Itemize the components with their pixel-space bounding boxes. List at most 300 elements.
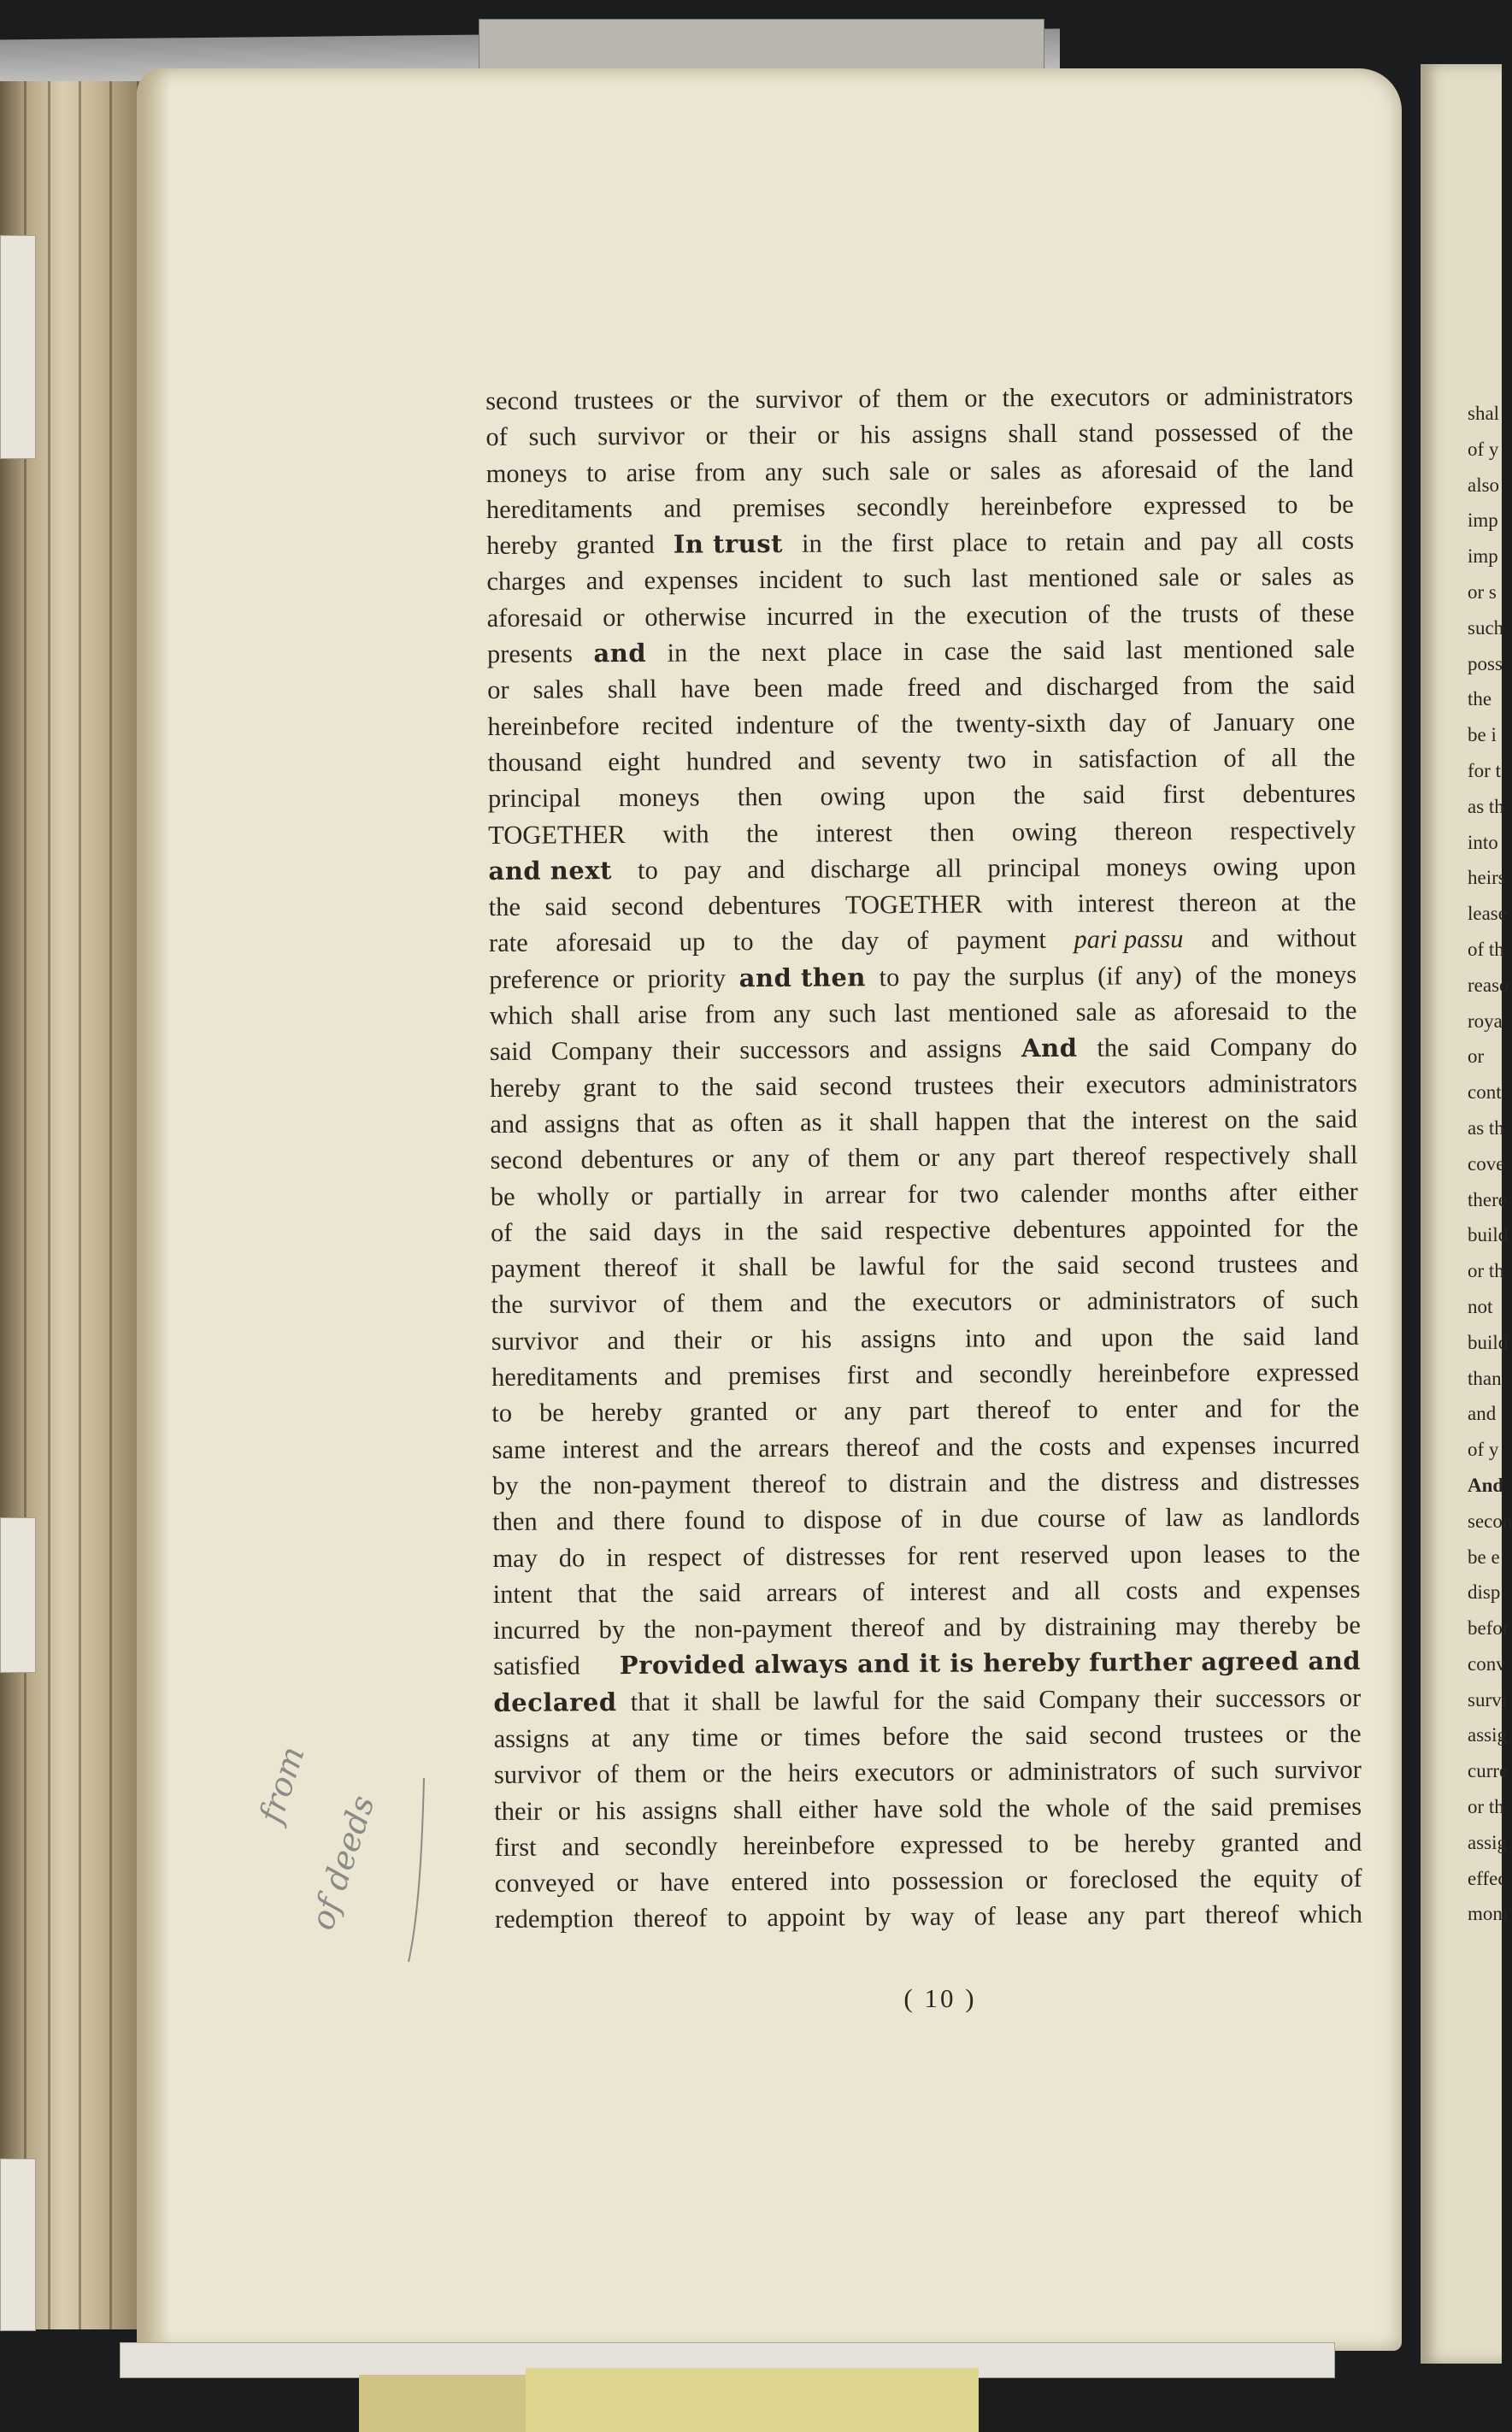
word: any (764, 456, 803, 486)
word: owing (1011, 816, 1078, 846)
facing-page-fragment: the (1468, 688, 1492, 710)
word: for (1269, 1393, 1301, 1423)
word: aforesaid (486, 603, 583, 633)
text-line (493, 1643, 1361, 1684)
word: survivor (1274, 1755, 1362, 1785)
word: the (997, 1793, 1031, 1823)
yellow-paper-slip (526, 2368, 979, 2432)
word: in (941, 1504, 962, 1534)
word: and (1324, 1827, 1362, 1857)
word: granted (1220, 1828, 1299, 1858)
word: all (1074, 1575, 1101, 1605)
word: seventy (861, 745, 942, 775)
text-line (491, 1317, 1359, 1358)
word: to (658, 1072, 680, 1102)
text-line (492, 1499, 1360, 1540)
word: costs (1301, 525, 1355, 556)
word: from (704, 999, 756, 1029)
word: and (1204, 1393, 1243, 1424)
word: aforesaid (1174, 996, 1269, 1027)
word: be (1074, 1828, 1099, 1858)
paper-slip (359, 2375, 530, 2432)
word: any (751, 1144, 790, 1174)
word: and (663, 1361, 703, 1391)
word: recited (642, 710, 714, 740)
facing-page-fragment: disp (1468, 1581, 1501, 1604)
word: arrear (825, 1179, 886, 1210)
word: trustees (1217, 1249, 1298, 1279)
word: to (1286, 1538, 1308, 1568)
word: or (702, 1758, 725, 1788)
word: mentioned (1183, 634, 1294, 665)
word: trustees (914, 1070, 994, 1100)
word: distress (1101, 1466, 1180, 1497)
word: Company (1038, 1684, 1141, 1714)
facing-page-fragment: imp (1468, 545, 1498, 568)
word: the (1329, 1718, 1362, 1748)
word: case (944, 636, 990, 666)
facing-page-fragment: cont (1468, 1081, 1502, 1104)
text-line (491, 1390, 1359, 1431)
word: the (1256, 670, 1290, 700)
word: shall (570, 1000, 621, 1030)
word: them (847, 1143, 900, 1173)
word: days (653, 1216, 702, 1246)
facing-page-fragment: be i (1468, 724, 1497, 746)
word: otherwise (644, 601, 747, 632)
word: the (963, 962, 996, 992)
word: or (1025, 1865, 1048, 1895)
word: then (492, 1506, 538, 1537)
word: last (1126, 635, 1162, 665)
word: to (727, 1903, 748, 1933)
word: expressed (1256, 1357, 1360, 1387)
text-line (488, 775, 1356, 816)
word: or (603, 602, 625, 632)
word: granted (576, 529, 655, 560)
word: upon (923, 780, 976, 811)
word: respect (647, 1541, 722, 1572)
word: any (632, 1722, 670, 1752)
word: shall (607, 674, 657, 704)
word: as (1060, 455, 1082, 485)
word: of (1223, 743, 1245, 773)
word: moneys (1275, 959, 1357, 990)
word: any) (1135, 960, 1182, 991)
text-line (492, 1534, 1360, 1575)
word: thousand (487, 747, 582, 777)
blackletter-word: and then (738, 963, 867, 992)
word: interest (815, 817, 893, 848)
word: hereinbefore (1097, 1357, 1231, 1388)
word: their (1015, 1069, 1064, 1099)
word: them (710, 1288, 764, 1318)
word: of (742, 1541, 765, 1571)
word: after (1228, 1176, 1278, 1207)
word: costs (1126, 1575, 1179, 1605)
word: and (1034, 1322, 1073, 1352)
facing-page-fragment: or (1468, 1045, 1485, 1068)
word: it (838, 1107, 853, 1137)
word: shall (1308, 1140, 1358, 1170)
word: non-payment (694, 1613, 832, 1644)
word: costs (1038, 1431, 1091, 1461)
word: first (891, 527, 934, 558)
text-line (489, 884, 1356, 925)
word: that (1027, 1105, 1067, 1136)
word: moneys (618, 782, 700, 813)
word: to (1277, 490, 1298, 520)
word: respectively (1164, 1140, 1291, 1171)
word: that (630, 1687, 670, 1717)
word: which (489, 1000, 554, 1031)
facing-page-fragment: roya (1468, 1010, 1503, 1032)
word: said (1082, 780, 1126, 810)
word: or (794, 1396, 817, 1427)
word: or (705, 421, 728, 450)
text-line (486, 486, 1354, 527)
text-line (494, 1787, 1362, 1828)
word: the (781, 927, 814, 957)
word: course (1037, 1503, 1106, 1534)
word: twenty-sixth (956, 708, 1086, 739)
word: the (708, 638, 741, 668)
word: secondly (625, 1831, 718, 1861)
text-line (487, 667, 1355, 708)
word: the (1009, 636, 1043, 666)
word: grant (582, 1072, 637, 1102)
word: second (1122, 1250, 1195, 1280)
word: foreclosed (1068, 1864, 1178, 1895)
word: Company (550, 1036, 653, 1066)
text-line (494, 1716, 1362, 1757)
facing-page-fragment: such (1468, 616, 1504, 639)
word: of (1340, 1863, 1362, 1893)
word: interest (562, 1434, 639, 1464)
word: to (1028, 1828, 1050, 1859)
word: of (1278, 417, 1301, 447)
word: such (528, 421, 577, 451)
word: aforesaid (556, 927, 652, 957)
word: shall (738, 1251, 788, 1282)
word: or (1285, 1719, 1308, 1749)
facing-page-fragment: build (1468, 1224, 1509, 1246)
word: said (983, 1684, 1026, 1715)
word: one (1317, 706, 1356, 736)
word: and (789, 1287, 828, 1318)
word: the (1230, 960, 1262, 990)
word: pay (1200, 526, 1238, 556)
word: successors (739, 1034, 850, 1065)
word: said (589, 1216, 632, 1247)
word: hereditaments (491, 1361, 638, 1392)
facing-page-fragment: imp (1468, 509, 1498, 532)
word: his (801, 1324, 832, 1354)
word: and (663, 493, 702, 523)
word: of (862, 1576, 885, 1607)
word: be (1328, 489, 1354, 519)
word: and (747, 854, 785, 884)
word: to (637, 855, 658, 885)
word: these (1300, 598, 1355, 627)
word: the (1267, 1104, 1299, 1134)
word: non-payment (592, 1469, 731, 1500)
text-line (486, 450, 1354, 491)
word: possessed (1154, 417, 1258, 448)
word: and (1210, 924, 1250, 954)
word: for (1273, 1212, 1304, 1243)
word: hereinbefore (487, 710, 620, 741)
word: mentioned (948, 997, 1059, 1028)
word: as (799, 1107, 822, 1137)
word: may (492, 1543, 538, 1573)
word: in (873, 600, 894, 631)
word: of (906, 926, 929, 956)
facing-page-fragment: as th (1468, 1116, 1504, 1139)
word: hereby (591, 1398, 662, 1428)
word: secondly (856, 492, 950, 522)
word: moneys (1105, 851, 1187, 882)
word: redemption (494, 1904, 614, 1934)
word: into (964, 1323, 1006, 1353)
facing-page-fragment: secon (1468, 1510, 1512, 1532)
word: (if (1097, 961, 1123, 991)
word: have (680, 674, 731, 704)
pencil-annotation-icon (251, 1741, 443, 1966)
word: sales (532, 674, 584, 705)
word: arise (626, 457, 676, 487)
word: as (1133, 997, 1156, 1027)
word: Company (1209, 1032, 1312, 1063)
word: assigns (860, 1323, 937, 1354)
word: survivor (755, 384, 843, 415)
word: or (750, 1324, 773, 1354)
word: in (903, 636, 924, 667)
word: landlords (1262, 1501, 1361, 1532)
margin-note-line-2: of deeds (303, 1790, 382, 1934)
word: aforesaid (1101, 454, 1197, 485)
word: upon (1303, 851, 1356, 881)
word: be (538, 1398, 564, 1428)
word: debentures (580, 1144, 694, 1175)
word: said (544, 892, 587, 922)
word: the (1047, 1467, 1080, 1497)
word: administrators (1203, 380, 1354, 411)
word: and (915, 1359, 954, 1389)
word: happen (935, 1106, 1011, 1136)
word: in (606, 1542, 627, 1572)
text-line (485, 378, 1353, 419)
word: the (766, 1216, 798, 1245)
word: the (1182, 1322, 1215, 1351)
text-line (489, 920, 1356, 961)
facing-page-fragment: lease (1468, 903, 1507, 925)
text-line (487, 595, 1355, 636)
word: land (1314, 1321, 1359, 1351)
word: the (971, 1721, 1003, 1751)
word: may (1174, 1611, 1221, 1641)
word: next (761, 637, 807, 668)
word: the (707, 385, 740, 415)
text-line (491, 1426, 1359, 1467)
word: survivor (597, 421, 685, 451)
word: sale (1314, 633, 1356, 664)
word: the (701, 1071, 733, 1102)
word: do (1331, 1032, 1357, 1062)
word: to (732, 927, 754, 957)
word: such (903, 564, 952, 594)
facing-page-fragment: assig (1468, 1831, 1507, 1853)
word: it (683, 1687, 698, 1717)
word: and (490, 1109, 528, 1139)
word: pay (912, 962, 951, 992)
facing-page-fragment: into (1468, 831, 1498, 853)
word: executors (854, 1757, 955, 1787)
word: or (631, 1181, 653, 1210)
page-gutter-shadow (137, 68, 171, 2351)
word: be (1335, 1610, 1361, 1640)
text-line (486, 558, 1354, 599)
word: and (936, 1432, 974, 1462)
text-line (491, 1281, 1358, 1322)
word: made (827, 673, 884, 703)
word: debentures (1013, 1214, 1127, 1245)
word: the (641, 1578, 674, 1608)
word: and (1144, 527, 1182, 556)
word: equity (1253, 1864, 1319, 1893)
word: arrears (758, 1433, 830, 1463)
text-line (490, 1064, 1357, 1105)
word: and (607, 1325, 645, 1355)
word: assigns (926, 1033, 1003, 1064)
word: heirs (787, 1758, 839, 1788)
word: the (1199, 1864, 1232, 1894)
word: administrators (1086, 1286, 1237, 1316)
facing-page-fragment: of y (1468, 438, 1499, 460)
word: lease (1015, 1901, 1068, 1931)
word: TOGETHER (488, 819, 626, 850)
word: thereof (976, 1395, 1051, 1425)
word: owing (1212, 851, 1279, 881)
word: way (910, 1902, 955, 1932)
word: place (827, 637, 883, 667)
word: first (1162, 780, 1205, 810)
word: by (864, 1902, 891, 1932)
word: of (1215, 454, 1238, 484)
text-line (493, 1679, 1361, 1720)
word: their (1153, 1683, 1203, 1713)
word: two (959, 1178, 999, 1209)
word: then (737, 782, 783, 812)
word: second (485, 386, 558, 415)
facing-page-fragment: for t (1468, 759, 1501, 781)
word: same (491, 1434, 546, 1464)
word: two (967, 745, 1007, 774)
word: thereof (1072, 1141, 1147, 1172)
word: leases (1203, 1538, 1266, 1569)
word: incurred (766, 601, 854, 631)
word: second (1089, 1720, 1162, 1750)
word: such (1310, 1285, 1359, 1315)
word: at (1280, 887, 1300, 917)
word: to (586, 457, 608, 487)
word: been (753, 674, 803, 704)
margin-note-line-1: from (251, 1741, 312, 1828)
word: administrators (1008, 1756, 1158, 1787)
word: executors (912, 1287, 1013, 1317)
word: said (1315, 1104, 1358, 1134)
word: by (491, 1470, 519, 1500)
word: the (990, 1431, 1023, 1462)
word: calender (1020, 1178, 1109, 1208)
text-line (491, 1173, 1358, 1214)
word: executors (1085, 1069, 1186, 1099)
word: the (739, 1758, 773, 1788)
word: and (868, 1034, 908, 1064)
word: have (660, 1867, 709, 1897)
word: preference (489, 963, 600, 994)
word: distresses (1259, 1465, 1360, 1496)
word: said (698, 1577, 742, 1608)
word: retain (1065, 527, 1126, 557)
word: of (490, 1217, 513, 1247)
word: and (1321, 1248, 1359, 1279)
word: the (539, 1470, 572, 1500)
word: the (491, 1290, 523, 1320)
word: and (585, 566, 624, 596)
blackletter-word: Provided always and it is hereby further agreed and (619, 1646, 1362, 1681)
word: priority (647, 963, 727, 993)
word: incident (758, 564, 843, 595)
word: in (783, 1180, 803, 1210)
word: of (974, 1901, 997, 1932)
word: with (1006, 889, 1054, 919)
word: of (1258, 598, 1281, 628)
facing-page-fragment: not (1468, 1295, 1493, 1317)
word: debentures (1242, 779, 1356, 809)
word: possession (891, 1865, 1004, 1896)
word: reserved (1020, 1540, 1109, 1569)
word: premises (1268, 1791, 1362, 1822)
word: TOGETHER (844, 889, 983, 920)
word: in (801, 528, 822, 558)
word: hereby (1124, 1828, 1196, 1858)
word: of (1195, 960, 1217, 990)
facing-page-fragment: or s (1468, 580, 1497, 603)
text-line (494, 1752, 1362, 1793)
facing-page-fragment: poss (1468, 652, 1503, 674)
word: which (1298, 1899, 1363, 1929)
word: sale (1158, 562, 1199, 592)
word: principal (987, 852, 1080, 883)
word: the (488, 892, 521, 922)
word: thereof (751, 1469, 827, 1499)
facing-page-fragment: And (1468, 1474, 1504, 1496)
blackletter-word: and next (488, 855, 613, 886)
word: trustees (574, 385, 654, 415)
italic-word: pari passu (1074, 924, 1184, 955)
word: all (935, 853, 962, 883)
word: payment (491, 1253, 581, 1284)
blackletter-word: And (1021, 1033, 1078, 1063)
word: it (700, 1252, 716, 1282)
word: assigns (544, 1108, 620, 1139)
word: survivor (491, 1326, 579, 1356)
word: or (616, 1868, 638, 1898)
word: by (598, 1615, 626, 1645)
word: before (882, 1721, 950, 1752)
word: stand (1078, 418, 1134, 449)
